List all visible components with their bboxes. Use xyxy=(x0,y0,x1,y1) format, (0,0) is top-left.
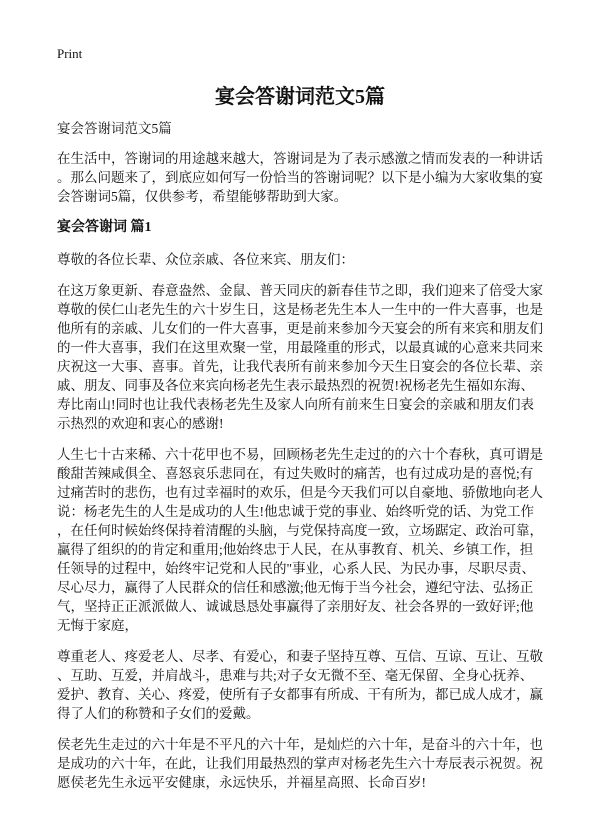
text-line: 任领导的过程中，始终牢记党和人民的"事业，心系人民、为民办事，尽职尽责、 xyxy=(57,561,536,576)
text-line: ，在任何时候始终保持着清醒的头脑，与党保持高度一致，立场踞定、政治可靠， xyxy=(57,523,543,538)
body-paragraph xyxy=(57,647,557,723)
article-body xyxy=(57,119,557,804)
text-line: 酸甜苦辣咸俱全、喜怒哀乐悲同在，有过失败时的痛苦，也有过成功是的喜悦;有 xyxy=(57,466,534,481)
greeting-paragraph xyxy=(57,250,557,269)
text-line: 在生活中，答谢词的用途越来越大，答谢词是为了表示感激之情而发表的一种讲话 xyxy=(57,151,543,166)
text-line: 示热烈的欢迎和衷心的感谢! xyxy=(57,416,224,431)
text-line: 尽心尽力，赢得了人民群众的信任和感激;他无悔于当今社会，遵纪守法、弘扬正 xyxy=(57,580,534,595)
text-line: 、互助、互爱，并肩战斗，患难与共;对子女无微不至、毫无保留、全身心抚养、 xyxy=(57,668,534,683)
text-line: 尊敬的各位长辈、众位亲戚、各位来宾、朋友们： xyxy=(57,252,354,267)
text-line: 气，坚持正正派派做人、诚诚恳恳处事赢得了亲朋好友、社会各界的一致好评;他 xyxy=(57,599,534,614)
article-subtitle: 宴会答谢词范文5篇 xyxy=(57,121,172,136)
text-line: 人生七十古来稀、六十花甲也不易，回顾杨老先生走过的的六十个春秋，真可谓是 xyxy=(57,447,543,462)
text-line: 侯老先生走过的六十年是不平凡的六十年，是灿烂的六十年，是奋斗的六十年，也 xyxy=(57,737,543,752)
page-title: 宴会答谢词范文5篇 xyxy=(215,86,385,108)
text-line: 愿侯老先生永远平安健康，永远快乐，并福星高照、长命百岁! xyxy=(57,775,426,790)
text-line: 庆祝这一大事、喜事。首先，让我代表所有前来参加今天生日宴会的各位长辈、亲 xyxy=(57,359,543,374)
text-line: 。那么问题来了，到底应如何写一份恰当的答谢词呢？以下是小编为大家收集的宴 xyxy=(57,170,543,185)
text-line: 寿比南山!同时也让我代表杨老先生及家人向所有前来生日宴会的亲戚和朋友们表 xyxy=(57,397,534,412)
section-heading: 宴会答谢词 篇1 xyxy=(57,220,152,235)
text-line: 赢得了组织的的肯定和重用;他始终忠于人民，在从事教育、机关、乡镇工作，担 xyxy=(57,542,534,557)
text-line: 爱护、教育、关心、疼爱，使所有子女都事有所成、干有所为，都已成人成才，赢 xyxy=(57,687,543,702)
text-line: 他所有的亲戚、儿女们的一件大喜事，更是前来参加今天宴会的所有来宾和朋友们 xyxy=(57,321,543,336)
print-link[interactable]: Print xyxy=(57,46,83,61)
text-line: 得了人们的称赞和子女们的爱戴。 xyxy=(57,706,260,721)
text-line: 尊敬的侯仁山老先生的六十岁生日，这是杨老先生本人一生中的一件大喜事，也是 xyxy=(57,302,543,317)
text-line: 是成功的六十年，在此，让我们用最热烈的掌声对杨老先生六十寿辰表示祝贺。祝 xyxy=(57,756,543,771)
text-line: 尊重老人、疼爱老人、尽孝、有爱心，和妻子坚持互尊、互信、互谅、互让、互敬 xyxy=(57,649,543,664)
text-line: 戚、朋友、同事及各位来宾向杨老先生表示最热烈的祝贺!祝杨老先生福如东海、 xyxy=(57,378,534,393)
text-line: 过痛苦时的悲伤，也有过幸福时的欢乐，但是今天我们可以自豪地、骄傲地向老人 xyxy=(57,485,543,500)
text-line: 在这万象更新、春意盎然、金鼠、普天同庆的新春佳节之即，我们迎来了倍受大家 xyxy=(57,283,543,298)
intro-paragraph xyxy=(57,149,557,206)
body-paragraph xyxy=(57,445,557,635)
text-line: 说：杨老先生的人生是成功的人生!他忠诚于党的事业、始终听党的话、为党工作 xyxy=(57,504,534,519)
text-line: 会答谢词5篇，仅供参考，希望能够帮助到大家。 xyxy=(57,189,348,204)
text-line: 的一件大喜事，我们在这里欢聚一堂，用最隆重的形式，以最真诚的心意来共同来 xyxy=(57,340,543,355)
text-line: 无悔于家庭， xyxy=(57,618,138,633)
body-paragraph xyxy=(57,281,557,433)
body-paragraph xyxy=(57,735,557,792)
